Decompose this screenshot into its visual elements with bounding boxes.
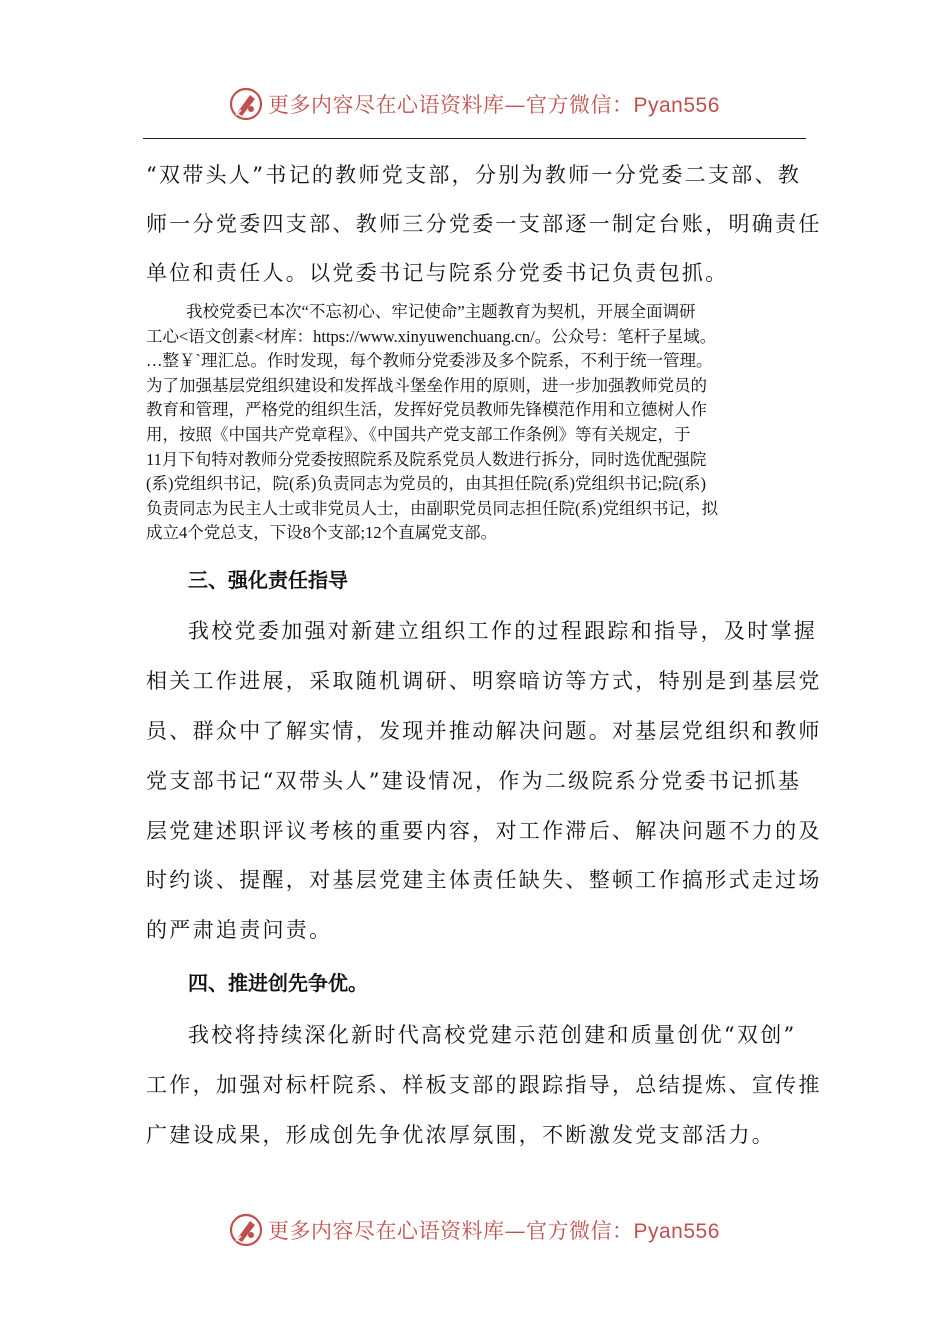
dense-line: 负责同志为民主人士或非党员人士，由副职党员同志担任院(系)党组织书记，拟 (146, 498, 718, 518)
pen-logo-icon (228, 1212, 264, 1248)
body-line: 的严肃追责问责。 (146, 918, 333, 942)
pen-logo-icon (228, 86, 264, 122)
dense-line: 用，按照《中国共产党章程》、《中国共产党支部工作条例》等有关规定，于 (146, 424, 691, 444)
dense-line: …整￥`理汇总。作时发现，每个教师分党委涉及多个院系，不利于统一管理。 (146, 351, 713, 371)
header-banner (228, 86, 728, 122)
body-line: “双带头人”书记的教师党支部，分别为教师一分党委二支部、教 (146, 163, 802, 187)
body-line: 党支部书记“双带头人”建设情况，作为二级院系分党委书记抓基 (146, 769, 802, 793)
body-line: 员、群众中了解实情，发现并推动解决问题。对基层党组织和教师 (146, 719, 822, 743)
body-line: 我校将持续深化新时代高校党建示范创建和质量创优“双创” (188, 1023, 797, 1047)
banner-text: 更多内容尽在心语资料库—官方微信：Pyan556 (268, 93, 720, 117)
body-line: 师一分党委四支部、教师三分党委一支部逐一制定台账，明确责任 (146, 212, 822, 236)
footer-banner (228, 1212, 728, 1248)
dense-line: 成立4个党总支，下设8个支部;12个直属党支部。 (146, 523, 498, 543)
body-line: 单位和责任人。以党委书记与院系分党委书记负责包抓。 (146, 261, 729, 285)
section-heading-3: 三、强化责任指导 (188, 568, 348, 592)
body-line: 相关工作进展，采取随机调研、明察暗访等方式，特别是到基层党 (146, 669, 822, 693)
header-divider (143, 138, 806, 139)
body-line: 层党建述职评议考核的重要内容，对工作滞后、解决问题不力的及 (146, 819, 822, 843)
dense-paragraph (146, 300, 810, 546)
body-line: 我校党委加强对新建立组织工作的过程跟踪和指导，及时掌握 (188, 619, 818, 643)
body-line: 广建设成果，形成创先争优浓厚氛围，不断激发党支部活力。 (146, 1123, 776, 1147)
section-heading-4: 四、推进创先争优。 (188, 971, 368, 995)
dense-line: 为了加强基层党组织建设和发挥战斗堡垒作用的原则，进一步加强教师党员的 (146, 375, 707, 395)
body-line: 工作，加强对标杆院系、样板支部的跟踪指导，总结提炼、宣传推 (146, 1073, 822, 1097)
body-line: 时约谈、提醒，对基层党建主体责任缺失、整顿工作搞形式走过场 (146, 868, 822, 892)
banner-text: 更多内容尽在心语资料库—官方微信：Pyan556 (268, 1219, 720, 1243)
dense-line: (系)党组织书记，院(系)负责同志为党员的，由其担任院(系)党组织书记;院(系) (146, 474, 707, 494)
dense-line: 教育和管理，严格党的组织生活，发挥好党员教师先锋模范作用和立德树人作 (146, 400, 707, 420)
dense-line: 我校党委已本次“不忘初心、牢记使命”主题教育为契机，开展全面调研 (186, 302, 696, 321)
dense-line: 11月下旬特对教师分党委按照院系及院系党员人数进行拆分，同时选优配强院 (146, 449, 707, 469)
dense-line: 工心<语文创素<材库：https://www.xinyuwenchuang.cn/。公众号：笔杆子星域。 (146, 326, 717, 346)
